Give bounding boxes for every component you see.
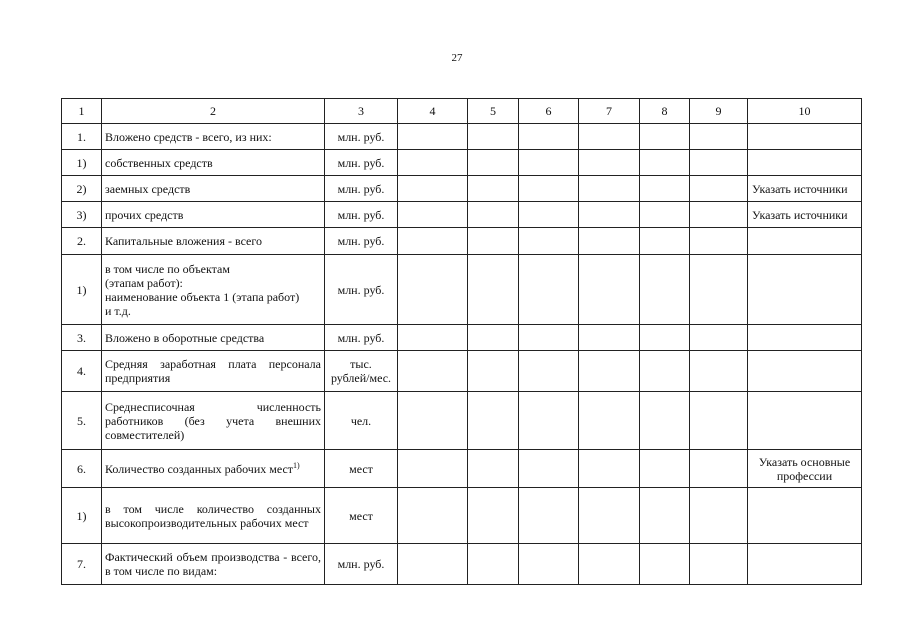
value-cell-col-7 [579, 488, 640, 544]
table-row [62, 392, 862, 450]
value-cell-col-6 [519, 150, 579, 176]
table-row [62, 351, 862, 392]
note-cell [748, 351, 862, 392]
value-cell-col-7 [579, 228, 640, 255]
row-number: 1) [62, 255, 102, 325]
page-number: 27 [451, 52, 463, 64]
indicator-name [102, 488, 325, 544]
indicator-name-line: Количество созданных рабочих мест [105, 461, 294, 476]
note-line: Указать источники [752, 181, 848, 196]
column-header-8: 8 [640, 99, 690, 124]
value-cell-col-4 [398, 124, 468, 150]
unit-of-measure [325, 176, 398, 202]
value-cell-col-6 [519, 450, 579, 488]
indicator-name [102, 176, 325, 202]
value-cell-col-7 [579, 176, 640, 202]
value-cell-col-9 [690, 228, 748, 255]
note-cell [748, 255, 862, 325]
indicator-name [102, 150, 325, 176]
table-row [62, 488, 862, 544]
value-cell-col-6 [519, 392, 579, 450]
row-number: 1. [62, 124, 102, 150]
note-cell [748, 450, 862, 488]
unit-of-measure [325, 325, 398, 351]
indicator-name [102, 255, 325, 325]
value-cell-col-7 [579, 544, 640, 585]
value-cell-col-4 [398, 150, 468, 176]
indicator-name [102, 392, 325, 450]
column-header-5: 5 [468, 99, 519, 124]
value-cell-col-9 [690, 176, 748, 202]
note-line: Указать источники [752, 207, 848, 222]
value-cell-col-4 [398, 228, 468, 255]
row-number: 4. [62, 351, 102, 392]
value-cell-col-7 [579, 124, 640, 150]
value-cell-col-4 [398, 488, 468, 544]
value-cell-col-5 [468, 488, 519, 544]
value-cell-col-8 [640, 544, 690, 585]
value-cell-col-6 [519, 544, 579, 585]
note-cell [748, 202, 862, 228]
indicator-name-line: Вложено средств - всего, из них: [105, 129, 272, 144]
value-cell-col-8 [640, 325, 690, 351]
unit-line: млн. руб. [337, 282, 385, 297]
value-cell-col-5 [468, 255, 519, 325]
table-row [62, 255, 862, 325]
value-cell-col-5 [468, 450, 519, 488]
value-cell-col-6 [519, 228, 579, 255]
value-cell-col-6 [519, 325, 579, 351]
unit-of-measure [325, 392, 398, 450]
column-header-2: 2 [102, 99, 325, 124]
value-cell-col-6 [519, 202, 579, 228]
column-header-3: 3 [325, 99, 398, 124]
indicator-name-line: и т.д. [105, 303, 131, 318]
value-cell-col-5 [468, 150, 519, 176]
indicator-name-line: в том числе по объектам [105, 261, 230, 276]
unit-line: млн. руб. [337, 181, 385, 196]
value-cell-col-7 [579, 255, 640, 325]
note-cell [748, 392, 862, 450]
value-cell-col-8 [640, 392, 690, 450]
unit-line: млн. руб. [337, 234, 385, 248]
indicator-name-line: Среднесписочная численность работников (без учета внешних совместителей) [105, 399, 321, 442]
unit-line: млн. руб. [337, 129, 385, 144]
indicator-name-line: в том числе количество созданных высокопроизводительных рабочих мест [105, 501, 321, 530]
column-header-7: 7 [579, 99, 640, 124]
indicator-name [102, 124, 325, 150]
value-cell-col-6 [519, 124, 579, 150]
column-header-6: 6 [519, 99, 579, 124]
indicator-name [102, 544, 325, 585]
indicator-name [102, 325, 325, 351]
value-cell-col-6 [519, 351, 579, 392]
indicator-name-line: (этапам работ): [105, 275, 183, 290]
value-cell-col-9 [690, 544, 748, 585]
value-cell-col-8 [640, 450, 690, 488]
value-cell-col-4 [398, 392, 468, 450]
note-line: Указать основные [758, 454, 851, 469]
indicator-name-line: наименование объекта 1 (этапа работ) [105, 289, 300, 304]
unit-of-measure [325, 228, 398, 255]
value-cell-col-4 [398, 544, 468, 585]
unit-of-measure [325, 150, 398, 176]
indicator-name-line: Фактический объем производства - всего, в том числе по видам: [105, 550, 321, 578]
value-cell-col-8 [640, 228, 690, 255]
unit-line: млн. руб. [337, 330, 385, 345]
value-cell-col-9 [690, 351, 748, 392]
value-cell-col-4 [398, 255, 468, 325]
table-row [62, 228, 862, 255]
indicator-name-line: Капитальные вложения - всего [105, 234, 262, 248]
value-cell-col-4 [398, 450, 468, 488]
value-cell-col-7 [579, 150, 640, 176]
unit-of-measure [325, 351, 398, 392]
value-cell-col-4 [398, 325, 468, 351]
value-cell-col-9 [690, 124, 748, 150]
unit-line: млн. руб. [337, 155, 385, 170]
value-cell-col-7 [579, 351, 640, 392]
value-cell-col-9 [690, 450, 748, 488]
report-table [61, 98, 862, 585]
value-cell-col-5 [468, 202, 519, 228]
indicator-name-line: собственных средств [105, 155, 213, 170]
table-row [62, 544, 862, 585]
value-cell-col-5 [468, 351, 519, 392]
indicator-name [102, 351, 325, 392]
value-cell-col-7 [579, 202, 640, 228]
table-row [62, 325, 862, 351]
value-cell-col-5 [468, 124, 519, 150]
footnote-marker: 1) [293, 460, 300, 470]
value-cell-col-8 [640, 351, 690, 392]
row-number: 2. [62, 228, 102, 255]
value-cell-col-8 [640, 150, 690, 176]
indicator-name-line: заемных средств [105, 181, 191, 196]
value-cell-col-6 [519, 255, 579, 325]
value-cell-col-6 [519, 176, 579, 202]
value-cell-col-8 [640, 124, 690, 150]
note-cell [748, 150, 862, 176]
table-row [62, 150, 862, 176]
row-number: 2) [62, 176, 102, 202]
unit-line: рублей/мес. [330, 371, 392, 385]
value-cell-col-8 [640, 255, 690, 325]
value-cell-col-5 [468, 544, 519, 585]
value-cell-col-9 [690, 325, 748, 351]
value-cell-col-8 [640, 176, 690, 202]
note-line: профессии [776, 468, 833, 483]
unit-of-measure [325, 124, 398, 150]
unit-of-measure [325, 255, 398, 325]
unit-of-measure [325, 488, 398, 544]
value-cell-col-4 [398, 202, 468, 228]
value-cell-col-5 [468, 325, 519, 351]
value-cell-col-7 [579, 325, 640, 351]
indicator-name [102, 228, 325, 255]
value-cell-col-8 [640, 488, 690, 544]
row-number: 5. [62, 392, 102, 450]
value-cell-col-5 [468, 228, 519, 255]
value-cell-col-6 [519, 488, 579, 544]
value-cell-col-7 [579, 450, 640, 488]
note-cell [748, 176, 862, 202]
column-header-1: 1 [62, 99, 102, 124]
unit-of-measure [325, 544, 398, 585]
value-cell-col-9 [690, 392, 748, 450]
note-cell [748, 544, 862, 585]
value-cell-col-9 [690, 255, 748, 325]
value-cell-col-9 [690, 150, 748, 176]
unit-line: мест [349, 461, 373, 476]
row-number: 1) [62, 150, 102, 176]
value-cell-col-4 [398, 176, 468, 202]
table-row [62, 176, 862, 202]
unit-of-measure [325, 202, 398, 228]
row-number: 7. [62, 544, 102, 585]
table-row [62, 124, 862, 150]
column-header-10: 10 [748, 99, 862, 124]
unit-line: млн. руб. [337, 207, 385, 222]
indicator-name [102, 450, 325, 488]
value-cell-col-5 [468, 176, 519, 202]
table-row [62, 202, 862, 228]
indicator-name [102, 202, 325, 228]
row-number: 3) [62, 202, 102, 228]
note-cell [748, 488, 862, 544]
value-cell-col-4 [398, 351, 468, 392]
value-cell-col-9 [690, 202, 748, 228]
row-number: 1) [62, 488, 102, 544]
unit-of-measure [325, 450, 398, 488]
indicator-name-line: Вложено в оборотные средства [105, 330, 265, 345]
value-cell-col-8 [640, 202, 690, 228]
unit-line: чел. [350, 413, 372, 428]
value-cell-col-7 [579, 392, 640, 450]
column-header-4: 4 [398, 99, 468, 124]
table-header-row [62, 99, 862, 124]
row-number: 3. [62, 325, 102, 351]
value-cell-col-9 [690, 488, 748, 544]
table-row [62, 450, 862, 488]
indicator-name-line: прочих средств [105, 207, 184, 222]
unit-line: мест [349, 508, 373, 523]
note-cell [748, 124, 862, 150]
note-cell [748, 228, 862, 255]
value-cell-col-5 [468, 392, 519, 450]
row-number: 6. [62, 450, 102, 488]
unit-line: млн. руб. [337, 557, 385, 571]
unit-line: тыс. [350, 357, 372, 371]
note-cell [748, 325, 862, 351]
column-header-9: 9 [690, 99, 748, 124]
indicator-name-line: Средняя заработная плата персонала предприятия [105, 357, 321, 385]
